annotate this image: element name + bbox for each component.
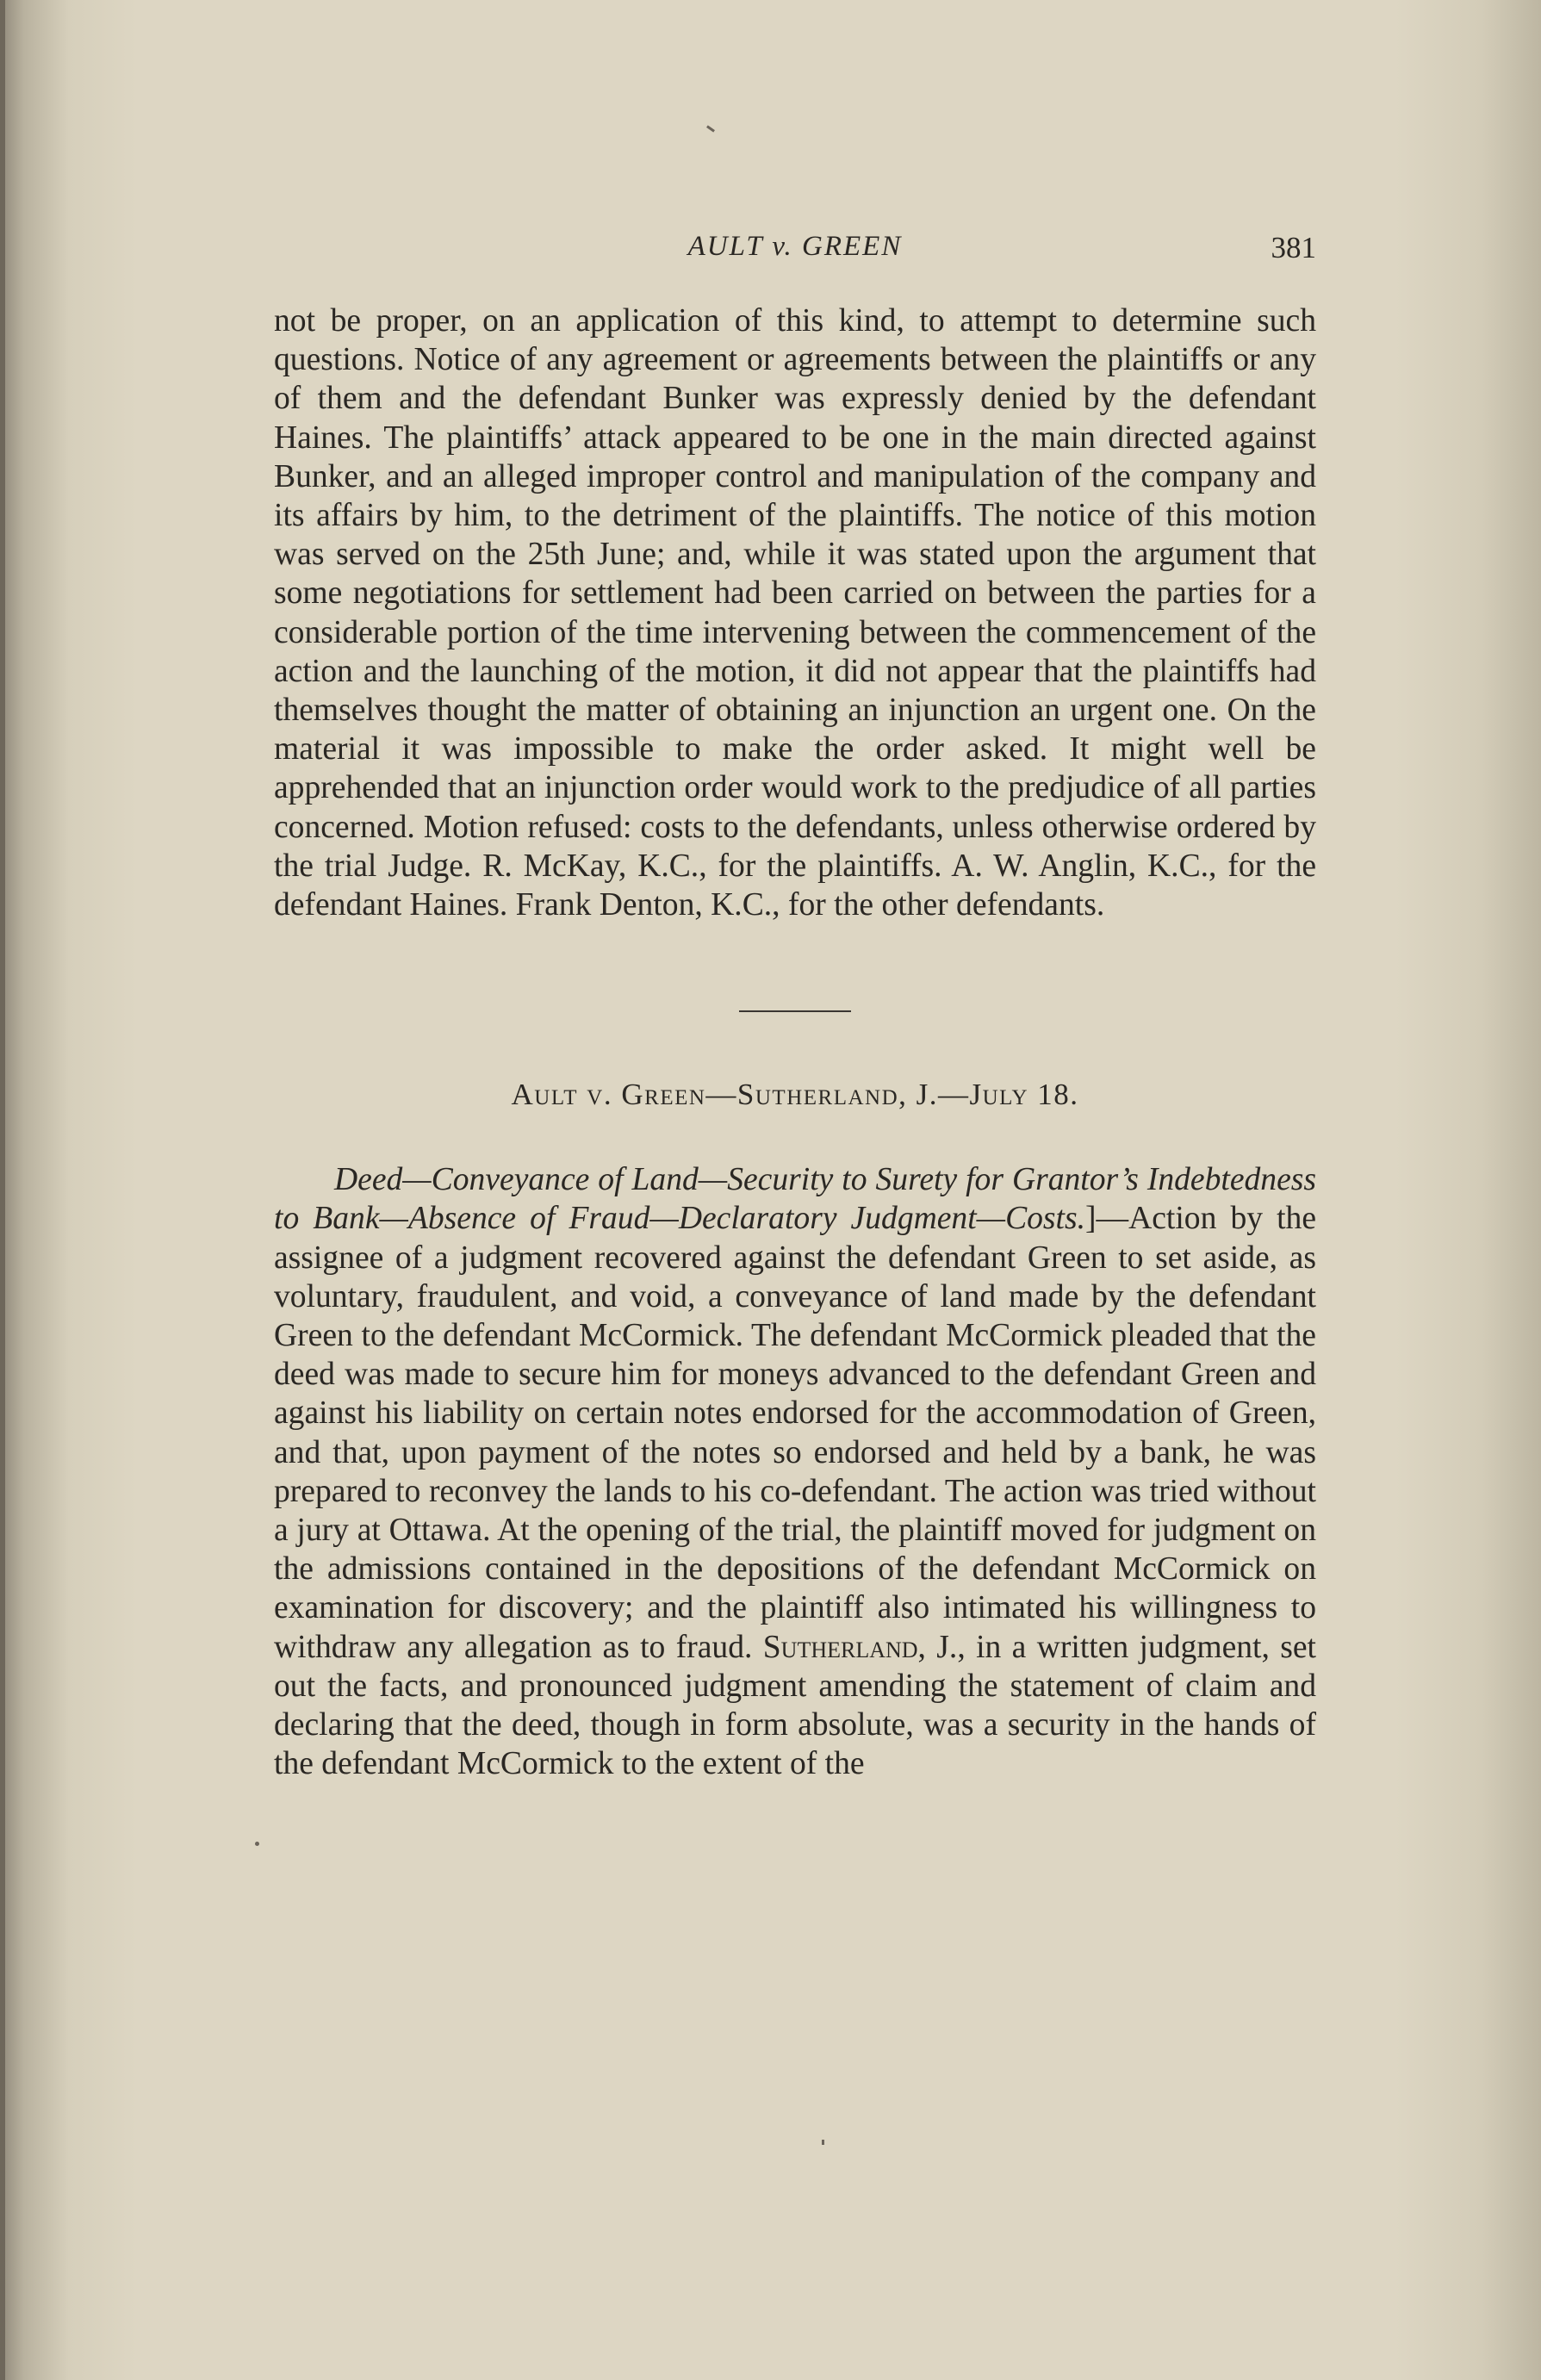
binding-shadow <box>0 0 5 2380</box>
case-heading: Ault v. Green—Sutherland, J.—July 18. <box>511 1078 1079 1112</box>
ink-speck <box>822 2140 824 2145</box>
case-paragraph <box>274 1160 1316 1783</box>
case-text-part1: —Action by the assignee of a judgment recovered against the defendant Green to set aside, as voluntary, fraudulent, and void, a conveyance of land made by the defendant Green to the defendant McCormick. The defendant McCormick pleaded that the deed was made to secure him for moneys advanced to the defendant Green and against his liability on certain notes endorsed for the accommodation of Green, and that, upon payment of the notes so endorsed and held by a bank, he was prepared to reconvey the lands to his co-defendant. The action was tried without a jury at Ottawa. At the opening of the trial, the plaintiff moved for judgment on the admissions contained in the depositions of the defendant McCormick on examination for discovery; and the plaintiff also intimated his willingness to withdraw any allegation as to fraud. <box>274 1201 1316 1665</box>
page-header <box>274 231 1316 283</box>
previous-case-paragraph: not be proper, on an application of this kind, to attempt to determine such questions. Notice of any agreement or agreements between the plaintiffs or any of them and the defendant Bunker was expressly denied by the defendant Haines. The plaintiffs’ attack appeared to be one in the main directed against Bunker, and an alleged improper control and manipulation of the company and its affairs by him, to the detriment of the plaintiffs. The notice of this motion was served on the 25th June; and, while it was stated upon the argument that some negotiations for settlement had been carried on between the parties for a considerable portion of the time intervening between the commencement of the action and the launching of the motion, it did not appear that the plaintiffs had themselves thought the matter of obtaining an injunction an urgent one. On the material it was impossible to make the order asked. It might well be apprehended that an injunction order would work to the predjudice of all parties concerned. Motion refused: costs to the defendants, unless otherwise ordered by the trial Judge. R. McKay, K.C., for the plaintiffs. A. W. Anglin, K.C., for the defendant Haines. Frank Denton, K.C., for the other defendants. <box>274 303 1316 923</box>
running-title: AULT v. GREEN <box>687 231 903 262</box>
section-divider <box>739 1010 851 1012</box>
case-headnote: Deed—Conveyance of Land—Security to Surety for Grantor’s Indebtedness to Bank—Absence of Fraud—Declaratory Judgment—Costs. <box>274 1162 1316 1237</box>
previous-case-text <box>274 301 1316 924</box>
judge-name: Sutherland <box>762 1629 918 1665</box>
headnote-bracket: ] <box>1085 1201 1097 1237</box>
page-number: 381 <box>1271 231 1316 264</box>
ink-speck <box>255 1842 259 1846</box>
case-text-part2: , J., in a written judgment, set out the facts, and pronounced judgment amending the statement of claim and declaring that the deed, though in form absolute, was a security in the hands of the defendant McCormick to the extent of the <box>274 1629 1316 1782</box>
page-content <box>274 231 1316 1784</box>
ink-speck <box>706 125 715 132</box>
